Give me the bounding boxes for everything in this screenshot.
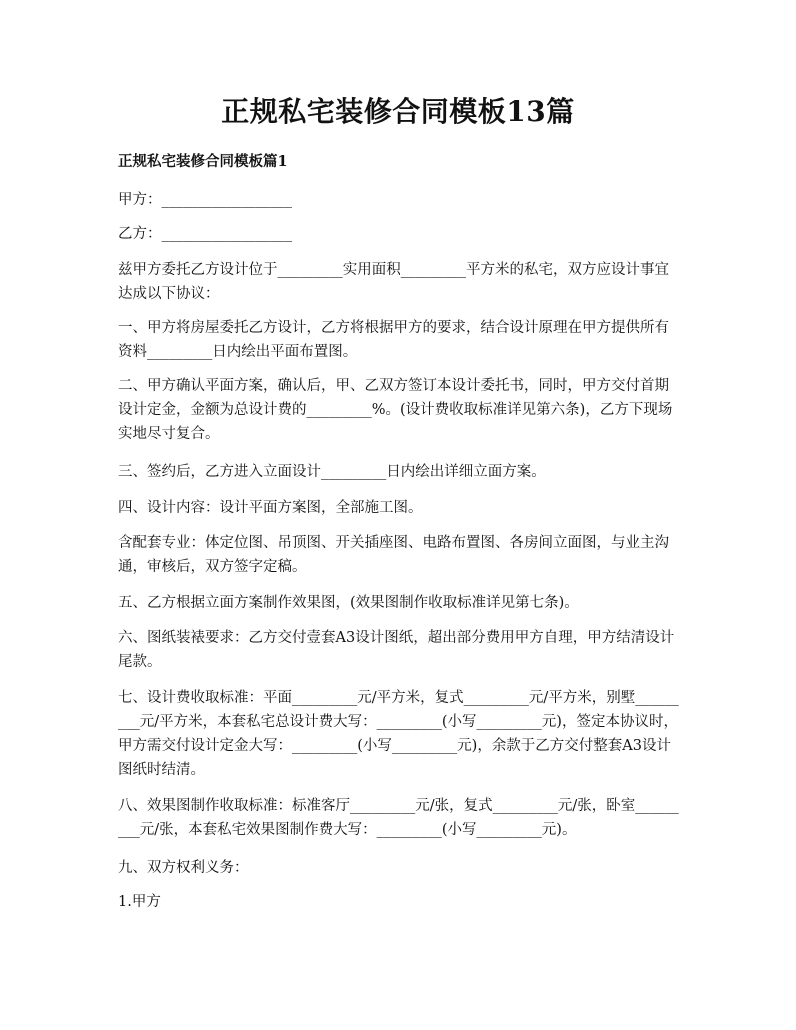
supporting-specialty-paragraph: 含配套专业：体定位图、吊顶图、开关插座图、电路布置图、各房间立面图，与业主沟通，审核后，双方签字定稿。 (118, 535, 669, 575)
clause-4-paragraph: 四、设计内容：设计平面方案图，全部施工图。 (118, 500, 423, 516)
clause-8-paragraph: 八、效果图制作收取标准：标准客厅_________元/张，复式_________元/张，卧室_________元/张，本套私宅效果图制作费大写：_________(小写_________元)。 (118, 798, 679, 838)
clause-3-paragraph: 三、签约后，乙方进入立面设计_________日内绘出详细立面方案。 (118, 464, 546, 480)
party-b-line: 乙方：__________________ (118, 226, 292, 242)
clause-6-paragraph: 六、图纸装裱要求：乙方交付壹套A3设计图纸，超出部分费用甲方自理，甲方结清设计尾款。 (118, 630, 675, 670)
clause-1-paragraph: 一、甲方将房屋委托乙方设计，乙方将根据甲方的要求，结合设计原理在甲方提供所有资料_________日内绘出平面布置图。 (118, 320, 669, 360)
clause-9-heading: 九、双方权利义务： (118, 860, 249, 876)
document-title: 正规私宅装修合同模板13篇 (221, 95, 575, 128)
clause-5-paragraph: 五、乙方根据立面方案制作效果图，(效果图制作收取标准详见第七条)。 (118, 595, 579, 611)
clause-2-paragraph: 二、甲方确认平面方案，确认后，甲、乙双方签订本设计委托书，同时，甲方交付首期设计定金，金额为总设计费的_________%。(设计费收取标准详见第六条)，乙方下现场实地尽寸复合。 (118, 378, 673, 442)
section-heading: 正规私宅装修合同模板篇1 (118, 153, 288, 170)
clause-7-paragraph: 七、设计费收取标准：平面_________元/平方米，复式_________元/平方米，别墅_________元/平方米，本套私宅总设计费大写：_________(小写_________元)，签定本协议时，甲方需交付设计定金大写：_________(小写_________元)，余款于乙方交付整套A3设计图纸时结清。 (118, 690, 679, 778)
party-a-line: 甲方：__________________ (118, 192, 292, 208)
intro-paragraph: 兹甲方委托乙方设计位于_________实用面积_________平方米的私宅，双方应设计事宜达成以下协议： (118, 262, 669, 302)
party-a-subheading: 1.甲方 (118, 894, 161, 910)
